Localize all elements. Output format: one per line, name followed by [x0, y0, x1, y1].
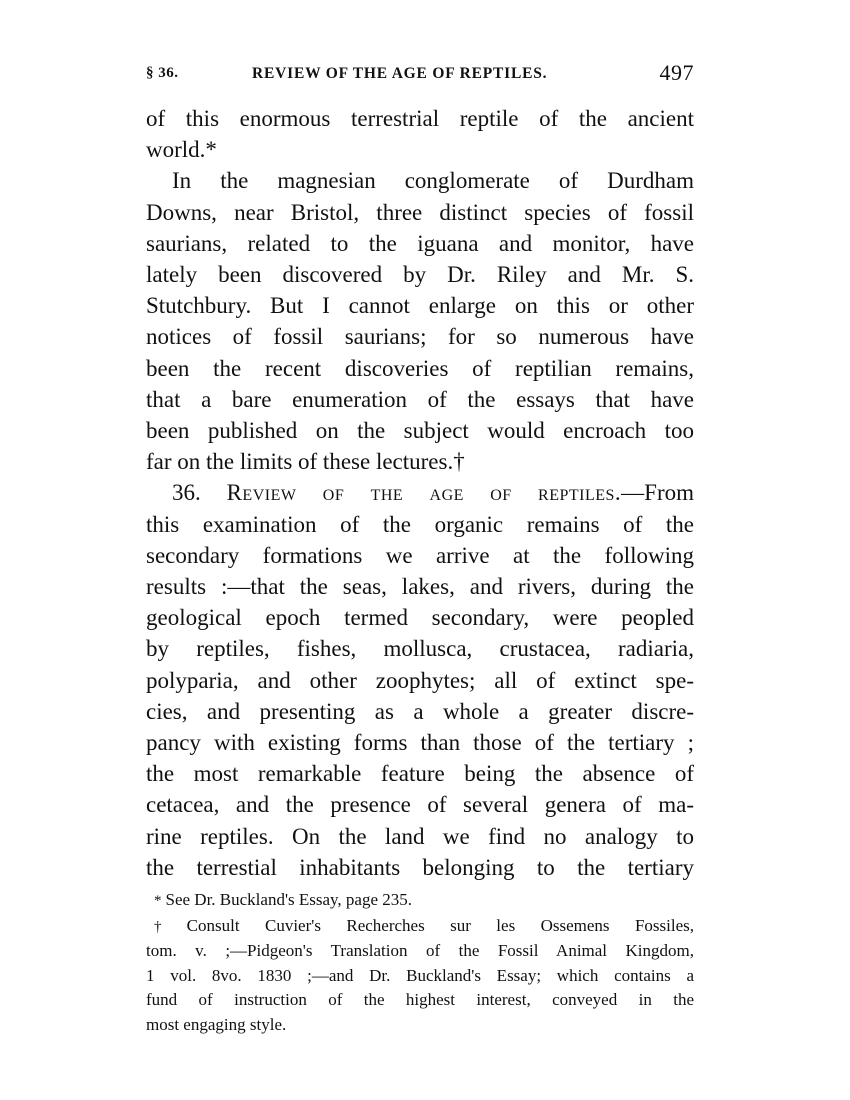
section-number: 36. — [172, 480, 201, 506]
footnote-line: tom. v. ;—Pidgeon's Translation of the Fossil Animal Kingdom, — [146, 941, 694, 961]
section-heading: Review of the age of reptiles. — [226, 480, 622, 506]
footnote-line: most engaging style. — [146, 1014, 287, 1034]
footnote-text: Consult Cuvier's Recherches sur les Ossemens Fossiles, — [186, 915, 694, 935]
footnote-marker: * — [154, 893, 162, 909]
main-text — [146, 103, 694, 883]
text-line: cies, and presenting as a whole a greater discre- — [146, 698, 694, 724]
footnote-2 — [146, 914, 694, 940]
footnotes — [146, 888, 694, 1038]
section-heading-line — [146, 477, 694, 508]
text-line: saurians, related to the iguana and monitor, have — [146, 230, 694, 256]
page-number: 497 — [659, 60, 694, 85]
text-line: Stutchbury. But I cannot enlarge on this or other — [146, 293, 694, 319]
text-line: polyparia, and other zoophytes; all of extinct spe- — [146, 667, 694, 693]
text-line: far on the limits of these lectures.† — [146, 449, 465, 475]
text-line: geological epoch termed secondary, were peopled — [146, 605, 694, 631]
paragraph-start: In the magnesian conglomerate of Durdham — [172, 168, 694, 194]
text-line: pancy with existing forms than those of the tertiary ; — [146, 730, 694, 756]
text-line: lately been discovered by Dr. Riley and Mr. S. — [146, 262, 694, 288]
footnote-line: fund of instruction of the highest interest, conveyed in the — [146, 990, 694, 1010]
text-line: notices of fossil saurians; for so numerous have — [146, 324, 694, 350]
text-line: world.* — [146, 137, 217, 163]
footnote-text: See Dr. Buckland's Essay, page 235. — [165, 890, 413, 909]
text-line: cetacea, and the presence of several genera of ma- — [146, 792, 694, 818]
text-line: of this enormous terrestrial reptile of the ancient — [146, 106, 694, 131]
text-line: by reptiles, fishes, mollusca, crustacea, radiaria, — [146, 636, 694, 662]
text-line: that a bare enumeration of the essays that have — [146, 386, 694, 412]
text-line: the terrestial inhabitants belonging to the tertiary — [146, 854, 694, 880]
text-line: been the recent discoveries of reptilian remains, — [146, 355, 694, 381]
section-marker: § 36. — [146, 65, 179, 81]
text-line: been published on the subject would encroach too — [146, 418, 694, 444]
text-line: secondary formations we arrive at the following — [146, 542, 694, 568]
text-line: the most remarkable feature being the absence of — [146, 761, 694, 787]
text-line: results :—that the seas, lakes, and rivers, during the — [146, 574, 694, 600]
text-line: Downs, near Bristol, three distinct species of fossil — [146, 199, 694, 225]
running-header — [146, 62, 694, 88]
heading-continuation: —From — [621, 480, 695, 506]
footnote-line: 1 vol. 8vo. 1830 ;—and Dr. Buckland's Essay; which contains a — [146, 965, 694, 985]
text-line: this examination of the organic remains of the — [146, 511, 694, 537]
footnote-1 — [146, 888, 694, 914]
text-line: rine reptiles. On the land we find no analogy to — [146, 823, 694, 849]
footnote-marker: † — [154, 918, 183, 935]
running-title: REVIEW OF THE AGE OF REPTILES. — [252, 65, 548, 82]
